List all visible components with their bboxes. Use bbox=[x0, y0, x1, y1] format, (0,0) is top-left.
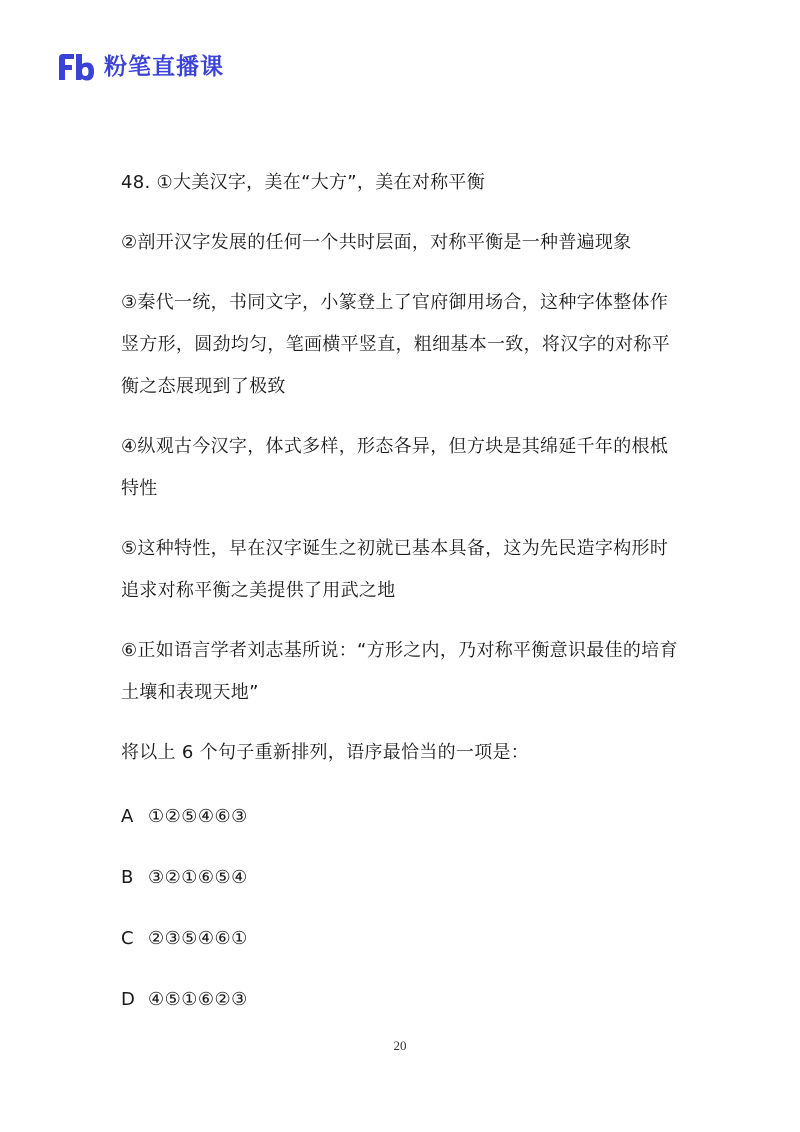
question-sentence-2: ②剖开汉字发展的任何一个共时层面，对称平衡是一种普遍现象 bbox=[121, 232, 632, 253]
brand-name: 粉笔直播课 bbox=[104, 54, 224, 80]
option-text: ④⑤①⑥②③ bbox=[148, 988, 248, 1010]
question-sentence-5: ⑤这种特性，早在汉字诞生之初就已基本具备，这为先民造字构形时追求对称平衡之美提供了用武之地 bbox=[121, 538, 669, 601]
option-a[interactable] bbox=[121, 796, 681, 836]
option-c[interactable] bbox=[121, 918, 681, 958]
option-letter: C bbox=[121, 927, 134, 949]
page-number: 20 bbox=[393, 1038, 407, 1053]
option-b[interactable] bbox=[121, 857, 681, 897]
option-text: ①②⑤④⑥③ bbox=[148, 805, 248, 827]
fb-logo-icon bbox=[56, 50, 96, 84]
question-sentence-6: ⑥正如语言学者刘志基所说：“方形之内，乃对称平衡意识最佳的培育土壤和表现天地” bbox=[121, 640, 678, 703]
question-sentence-4: ④纵观古今汉字，体式多样，形态各异，但方块是其绵延千年的根柢特性 bbox=[121, 436, 669, 499]
header bbox=[56, 50, 224, 84]
option-text: ②③⑤④⑥① bbox=[148, 927, 248, 949]
question-body bbox=[121, 162, 681, 774]
answer-options bbox=[121, 796, 681, 1040]
option-letter: A bbox=[121, 805, 134, 827]
question-prompt: 将以上 6 个句子重新排列，语序最恰当的一项是： bbox=[121, 742, 530, 763]
option-letter: B bbox=[121, 866, 134, 888]
option-text: ③②①⑥⑤④ bbox=[148, 866, 248, 888]
question-sentence-1: 48. ①大美汉字，美在“大方”，美在对称平衡 bbox=[121, 172, 486, 193]
option-letter: D bbox=[121, 988, 135, 1010]
question-sentence-3: ③秦代一统，书同文字，小篆登上了官府御用场合，这种字体整体作竖方形，圆劲均匀，笔画横平竖直，粗细基本一致，将汉字的对称平衡之态展现到了极致 bbox=[121, 292, 670, 397]
option-d[interactable] bbox=[121, 979, 681, 1019]
